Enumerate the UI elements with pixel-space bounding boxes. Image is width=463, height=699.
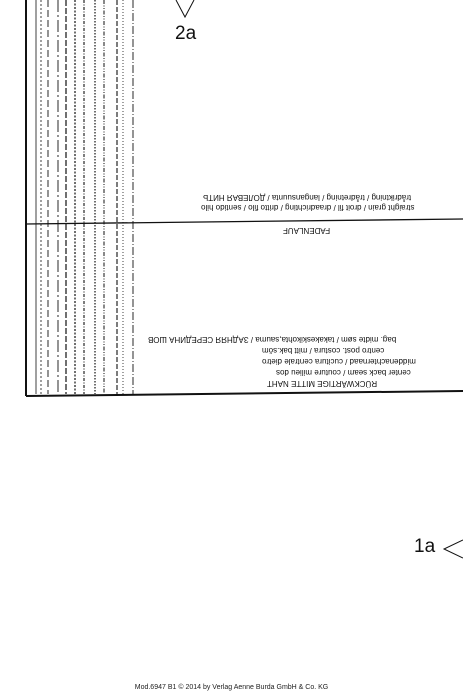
grain-text-line-2: trådriktning / trådretning / langansuunta / ДОЛЕВАЯ НИТЬ — [203, 193, 412, 202]
grain-line — [26, 219, 463, 224]
seam-text-line-4: centro post. costura / mitt bak.söm — [262, 346, 385, 355]
grain-text-line-1: straight grain / droit fil / draadrichting / dritto filo / sentido hilo — [201, 203, 415, 212]
hem-line — [26, 391, 463, 396]
piece-label-1a: 1a — [414, 536, 436, 557]
notch-1a-marker — [444, 540, 463, 558]
seam-text-line-3: middenachternaad / cucitura centrale dietro — [262, 357, 416, 366]
size-lines — [36, 0, 133, 394]
seam-text-line-2: center back seam / couture milieu dos — [276, 368, 411, 377]
grain-text-line-3: FADENLAUF — [283, 226, 331, 235]
seam-text-line-5: bag. midte søm / takakeskikohta,sauma / ЗАДНЯЯ СЕРЕДИНА ШОВ — [148, 335, 397, 344]
notch-2a-marker — [176, 0, 194, 17]
seam-text-line-1: RÜCKWÄRTIGE MITTE NAHT — [267, 379, 378, 388]
copyright-footer: Mod.6947 B1 © 2014 by Verlag Aenne Burda GmbH & Co. KG — [134, 684, 329, 691]
piece-label-2a: 2a — [175, 23, 197, 44]
